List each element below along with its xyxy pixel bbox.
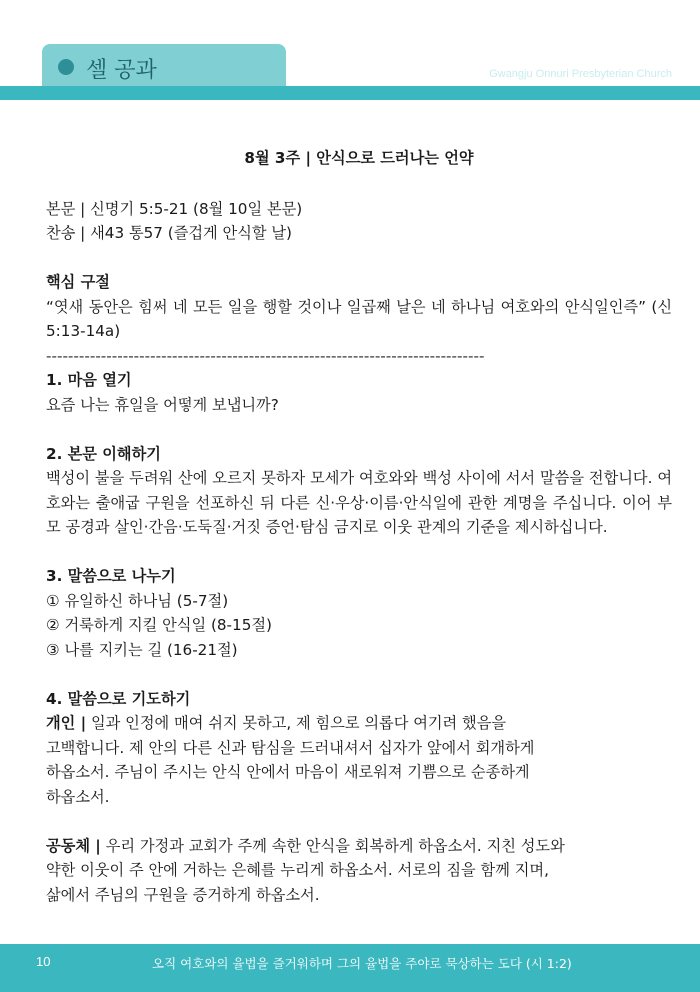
community-prayer-text: 우리 가정과 교회가 주께 속한 안식을 회복하게 하옵소서. 지친 성도와 <box>105 836 565 855</box>
share-item: ③ 나를 지키는 길 (16-21절) <box>46 640 238 659</box>
section-title: 셀 공과 <box>86 58 157 83</box>
understand-text: 백성이 불을 두려워 산에 오르지 못하자 모세가 여호와와 백성 사이에 서서 말씀을 전합니다. 여호와는 출애굽 구원을 선포하신 뒤 다른 신·우상·이름·안식일에 관한 계명을 주십니다. 이어 부모 공경과 살인·간음·도둑질·거짓 증언·탐심 금지로 이웃 관계의 기준을 제시하십니다. <box>46 469 672 536</box>
pray-heading: 4. 말씀으로 기도하기 <box>46 689 191 708</box>
open-heart-question: 요즘 나는 휴일을 어떻게 보냅니까? <box>46 395 279 414</box>
bullet-dot-icon <box>58 59 74 75</box>
personal-prayer-text: 일과 인정에 매여 쉬지 못하고, 제 힘으로 의롭다 여기려 했음을 <box>91 714 507 732</box>
community-prayer-text: 약한 이웃이 주 안에 거하는 은혜를 누리게 하옵소서. 서로의 짐을 함께 지며, <box>46 861 549 879</box>
community-prayer-label: 공동체 | <box>46 836 101 855</box>
footer-bar <box>0 944 700 992</box>
open-heart-heading: 1. 마음 열기 <box>46 371 132 389</box>
understand-heading: 2. 본문 이해하기 <box>46 444 161 463</box>
page-number: 10 <box>36 954 51 969</box>
key-verse-heading: 핵심 구절 <box>46 273 110 291</box>
personal-prayer-text: 고백합니다. 제 안의 다른 신과 탐심을 드러내셔서 십자가 앞에서 회개하게 <box>46 738 535 757</box>
personal-prayer-text: 하옵소서. <box>46 787 110 806</box>
personal-prayer-line <box>46 711 672 736</box>
hymn-reference: 찬송 | 새43 통57 (즐겁게 안식할 날) <box>46 224 292 242</box>
section-tab <box>42 44 286 92</box>
share-heading: 3. 말씀으로 나누기 <box>46 567 176 585</box>
divider: -------------------------------------------------------------------------------- <box>46 346 485 365</box>
share-item: ② 거룩하게 지킬 안식일 (8-15절) <box>46 616 272 634</box>
footer-verse: 오직 여호와의 율법을 즐거워하며 그의 율법을 주야로 묵상하는 도다 (시 1:2) <box>152 956 572 971</box>
church-name: Gwangju Onnuri Presbyterian Church <box>489 68 672 80</box>
personal-prayer-text: 하옵소서. 주님이 주시는 안식 안에서 마음이 새로워져 기쁨으로 순종하게 <box>46 763 530 781</box>
header-bar <box>0 86 700 100</box>
share-item: ① 유일하신 하나님 (5-7절) <box>46 591 229 610</box>
lesson-content <box>46 146 672 907</box>
scripture-reference: 본문 | 신명기 5:5-21 (8월 10일 본문) <box>46 199 303 218</box>
personal-prayer-label: 개인 | <box>46 714 87 732</box>
lesson-title: 8월 3주 | 안식으로 드러나는 언약 <box>244 149 474 167</box>
community-prayer-text: 삶에서 주님의 구원을 증거하게 하옵소서. <box>46 885 320 904</box>
community-prayer-line <box>46 834 672 859</box>
key-verse-text: “엿새 동안은 힘써 네 모든 일을 행할 것이나 일곱째 날은 네 하나님 여호와의 안식일인즉” (신 5:13-14a) <box>46 297 672 340</box>
